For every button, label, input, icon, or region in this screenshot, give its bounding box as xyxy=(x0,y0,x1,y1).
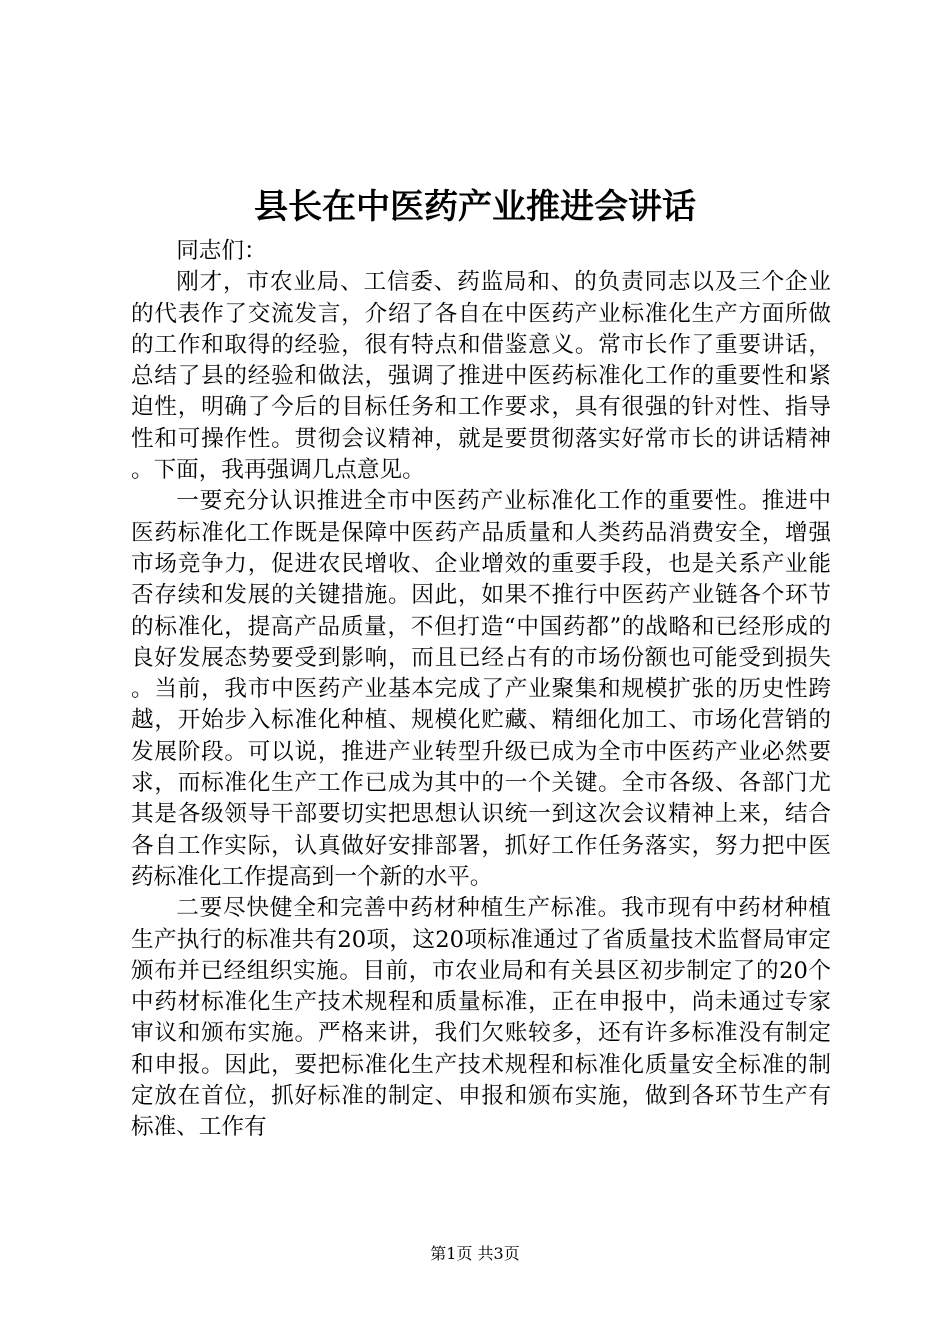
salutation: 同志们： xyxy=(176,238,267,264)
document-body xyxy=(131,236,831,1144)
page-indicator: 第1页 共3页 xyxy=(430,1244,520,1263)
paragraph-2: 一要充分认识推进全市中医药产业标准化工作的重要性。推进中医药标准化工作既是保障中医药产品质量和人类药品消费安全，增强市场竞争力，促进农民增收、企业增效的重要手段，也是关系产业能否存续和发展的关键措施。因此，如果不推行中医药产业链各个环节的标准化，提高产品质量，不但打造“中国药都”的战略和已经形成的良好发展态势要受到影响，而且已经占有的市场份额也可能受到损失。当前，我市中医药产业基本完成了产业聚集和规模扩张的历史性跨越，开始步入标准化种植、规模化贮藏、精细化加工、市场化营销的发展阶段。可以说，推进产业转型升级已成为全市中医药产业必然要求，而标准化生产工作已成为其中的一个关键。全市各级、各部门尤其是各级领导干部要切实把思想认识统一到这次会议精神上来，结合各自工作实际，认真做好安排部署，抓好工作任务落实，努力把中医药标准化工作提高到一个新的水平。 xyxy=(131,488,831,890)
page-footer xyxy=(0,1243,950,1265)
document-title: 县长在中医药产业推进会讲话 xyxy=(254,187,696,227)
paragraph-1: 刚才，市农业局、工信委、药监局和、的负责同志以及三个企业的代表作了交流发言，介绍了各自在中医药产业标准化生产方面所做的工作和取得的经验，很有特点和借鉴意义。常市长作了重要讲话，总结了县的经验和做法，强调了推进中医药标准化工作的重要性和紧迫性，明确了今后的目标任务和工作要求，具有很强的针对性、指导性和可操作性。贯彻会议精神，就是要贯彻落实好常市长的讲话精神。下面，我再强调几点意见。 xyxy=(131,269,831,484)
paragraph-3: 二要尽快健全和完善中药材种植生产标准。我市现有中药材种植生产执行的标准共有20项，这20项标准通过了省质量技术监督局审定颁布并已经组织实施。目前，市农业局和有关县区初步制定了的20个中药材标准化生产技术规程和质量标准，正在申报中，尚未通过专家审议和颁布实施。严格来讲，我们欠账较多，还有许多标准没有制定和申报。因此，要把标准化生产技术规程和标准化质量安全标准的制定放在首位，抓好标准的制定、申报和颁布实施，做到各环节生产有标准、工作有 xyxy=(131,895,831,1141)
